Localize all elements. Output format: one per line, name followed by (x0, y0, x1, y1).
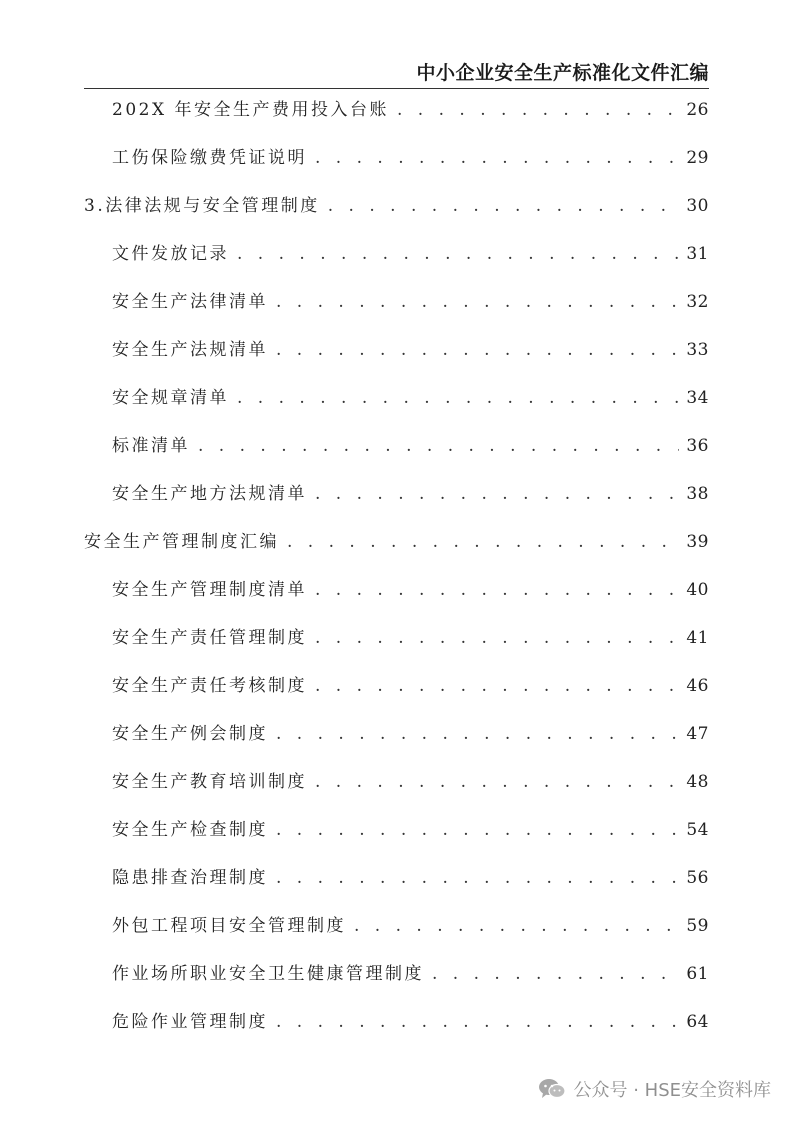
toc-entry-label: 外包工程项目安全管理制度 (112, 916, 346, 936)
toc-entry[interactable] (84, 902, 709, 950)
toc-entry[interactable] (84, 806, 709, 854)
toc-entry[interactable] (84, 662, 709, 710)
page-header (84, 58, 709, 89)
toc-leader-dots (432, 950, 679, 998)
toc-leader-dots (315, 566, 679, 614)
toc-entry-label: 安全生产例会制度 (112, 724, 268, 744)
toc-entry[interactable] (84, 230, 709, 278)
watermark-text: 公众号 · HSE安全资料库 (573, 1080, 771, 1101)
toc-entry[interactable] (84, 566, 709, 614)
toc-entry-label: 安全生产地方法规清单 (112, 484, 307, 504)
toc-entry[interactable] (84, 182, 709, 230)
toc-entry-page-number: 59 (686, 916, 709, 936)
toc-entry-label: 文件发放记录 (112, 244, 229, 264)
toc-entry[interactable] (84, 998, 709, 1046)
toc-entry-label: 202X 年安全生产费用投入台账 (112, 100, 389, 120)
toc-entry[interactable] (84, 470, 709, 518)
toc-entry[interactable] (84, 134, 709, 182)
toc-entry[interactable] (84, 758, 709, 806)
toc-entry-label: 工伤保险缴费凭证说明 (112, 148, 307, 168)
toc-entry-label: 安全生产责任管理制度 (112, 628, 307, 648)
toc-entry-label: 3.法律法规与安全管理制度 (84, 196, 320, 216)
toc-entry-label: 安全生产管理制度清单 (112, 580, 307, 600)
toc-leader-dots (315, 758, 679, 806)
toc-entry[interactable] (84, 86, 709, 134)
toc-entry-page-number: 31 (686, 244, 709, 264)
toc-leader-dots (354, 902, 679, 950)
toc-entry[interactable] (84, 374, 709, 422)
toc-entry[interactable] (84, 518, 709, 566)
toc-leader-dots (276, 998, 679, 1046)
toc-entry-page-number: 40 (686, 580, 709, 600)
toc-entry-page-number: 54 (686, 820, 709, 840)
toc-entry-label: 安全生产管理制度汇编 (84, 532, 279, 552)
toc-entry-label: 作业场所职业安全卫生健康管理制度 (112, 964, 424, 984)
toc-entry-page-number: 41 (686, 628, 709, 648)
toc-entry-label: 安全生产教育培训制度 (112, 772, 307, 792)
toc-entry-page-number: 56 (686, 868, 709, 888)
toc-leader-dots (397, 86, 679, 134)
toc-entry-label: 安全规章清单 (112, 388, 229, 408)
toc-entry-page-number: 33 (686, 340, 709, 360)
toc-entry[interactable] (84, 422, 709, 470)
toc-entry-page-number: 26 (686, 100, 709, 120)
toc-entry-page-number: 46 (686, 676, 709, 696)
toc-entry-page-number: 38 (686, 484, 709, 504)
toc-leader-dots (328, 182, 679, 230)
toc-entry-page-number: 47 (686, 724, 709, 744)
toc-leader-dots (276, 806, 679, 854)
toc-entry[interactable] (84, 278, 709, 326)
wechat-icon (538, 1078, 566, 1100)
toc-leader-dots (315, 662, 679, 710)
toc-entry-page-number: 34 (686, 388, 709, 408)
toc-entry-page-number: 61 (686, 964, 709, 984)
toc-leader-dots (276, 326, 679, 374)
toc-entry-page-number: 32 (686, 292, 709, 312)
toc-entry-page-number: 36 (686, 436, 709, 456)
table-of-contents (84, 86, 709, 1046)
toc-entry[interactable] (84, 710, 709, 758)
toc-entry[interactable] (84, 950, 709, 998)
toc-leader-dots (287, 518, 679, 566)
toc-entry-page-number: 29 (686, 148, 709, 168)
toc-entry-page-number: 64 (686, 1012, 709, 1032)
toc-leader-dots (237, 374, 679, 422)
toc-leader-dots (276, 710, 679, 758)
toc-leader-dots (315, 614, 679, 662)
toc-entry-label: 标准清单 (112, 436, 190, 456)
toc-leader-dots (315, 134, 679, 182)
toc-entry-label: 危险作业管理制度 (112, 1012, 268, 1032)
toc-leader-dots (237, 230, 679, 278)
toc-entry-page-number: 39 (686, 532, 709, 552)
toc-entry-page-number: 30 (686, 196, 709, 216)
toc-entry-page-number: 48 (686, 772, 709, 792)
toc-entry[interactable] (84, 326, 709, 374)
toc-leader-dots (276, 278, 679, 326)
toc-entry-label: 安全生产法规清单 (112, 340, 268, 360)
toc-entry[interactable] (84, 614, 709, 662)
toc-leader-dots (276, 854, 679, 902)
toc-entry-label: 安全生产法律清单 (112, 292, 268, 312)
document-title: 中小企业安全生产标准化文件汇编 (416, 62, 709, 84)
toc-entry-label: 隐患排查治理制度 (112, 868, 268, 888)
toc-entry-label: 安全生产责任考核制度 (112, 676, 307, 696)
toc-leader-dots (198, 422, 679, 470)
watermark (538, 1076, 772, 1102)
toc-entry[interactable] (84, 854, 709, 902)
toc-entry-label: 安全生产检查制度 (112, 820, 268, 840)
toc-leader-dots (315, 470, 679, 518)
